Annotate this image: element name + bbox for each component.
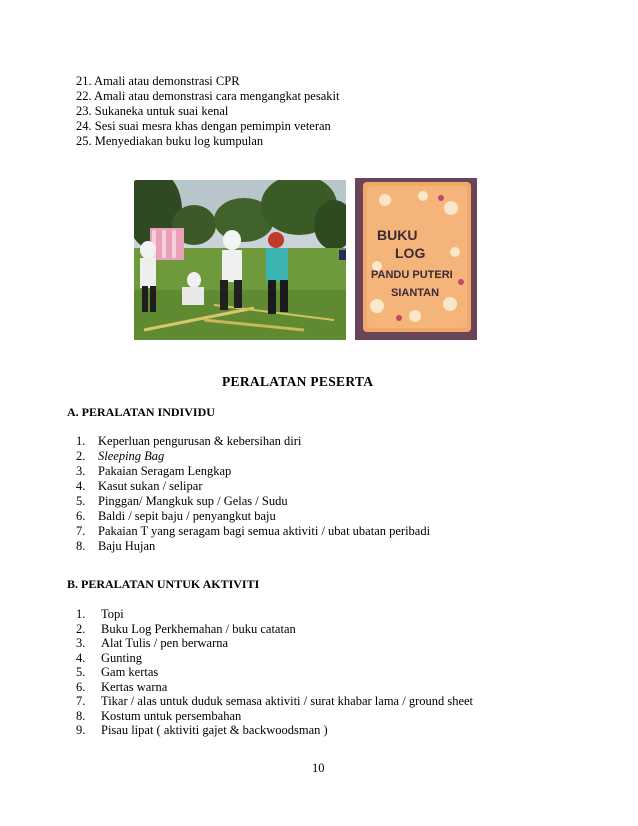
log-book-photo [355, 178, 477, 340]
list-item: 7. Tikar / alas untuk duduk semasa aktiviti / surat khabar lama / ground sheet [76, 694, 474, 708]
outdoor-activity-illustration [134, 180, 346, 340]
list-item: 8. Baju Hujan [76, 539, 156, 553]
page-title: PERALATAN PESERTA [222, 374, 374, 389]
list-item: 6. Baldi / sepit baju / penyangkut baju [76, 509, 276, 523]
list-item: 24. Sesi suai mesra khas dengan pemimpin veteran [76, 119, 331, 133]
list-item: 7. Pakaian T yang seragam bagi semua aktiviti / ubat ubatan peribadi [76, 524, 431, 538]
list-item: 25. Menyediakan buku log kumpulan [76, 134, 264, 148]
book-title-line1: BUKU [377, 227, 418, 243]
book-title-line3: PANDU PUTERI [371, 269, 453, 281]
list-item: 5. Gam kertas [76, 665, 159, 679]
list-item: 4. Kasut sukan / selipar [76, 479, 203, 493]
list-item: 3. Alat Tulis / pen berwarna [76, 636, 229, 650]
section-b-title: B. PERALATAN UNTUK AKTIVITI [67, 577, 260, 591]
list-item: 4. Gunting [76, 651, 142, 665]
list-item: 8. Kostum untuk persembahan [76, 709, 242, 723]
list-item: 21. Amali atau demonstrasi CPR [76, 74, 240, 88]
book-title-line2: LOG [395, 245, 426, 261]
outdoor-activity-photo [134, 180, 346, 340]
log-book-illustration [355, 178, 477, 340]
list-item: 2. Sleeping Bag [76, 449, 165, 463]
list-item: 9. Pisau lipat ( aktiviti gajet & backwoodsman ) [76, 723, 328, 737]
list-item: 1. Topi [76, 607, 124, 621]
list-item: 2. Buku Log Perkhemahan / buku catatan [76, 622, 296, 636]
list-item: 22. Amali atau demonstrasi cara mengangkat pesakit [76, 89, 340, 103]
section-a-title: A. PERALATAN INDIVIDU [67, 405, 215, 419]
book-title-line4: SIANTAN [391, 287, 440, 299]
list-item: 3. Pakaian Seragam Lengkap [76, 464, 232, 478]
list-item: 23. Sukaneka untuk suai kenal [76, 104, 229, 118]
page-number: 10 [312, 761, 325, 775]
list-item: 1. Keperluan pengurusan & kebersihan diri [76, 434, 302, 448]
list-item: 5. Pinggan/ Mangkuk sup / Gelas / Sudu [76, 494, 288, 508]
list-item: 6. Kertas warna [76, 680, 168, 694]
